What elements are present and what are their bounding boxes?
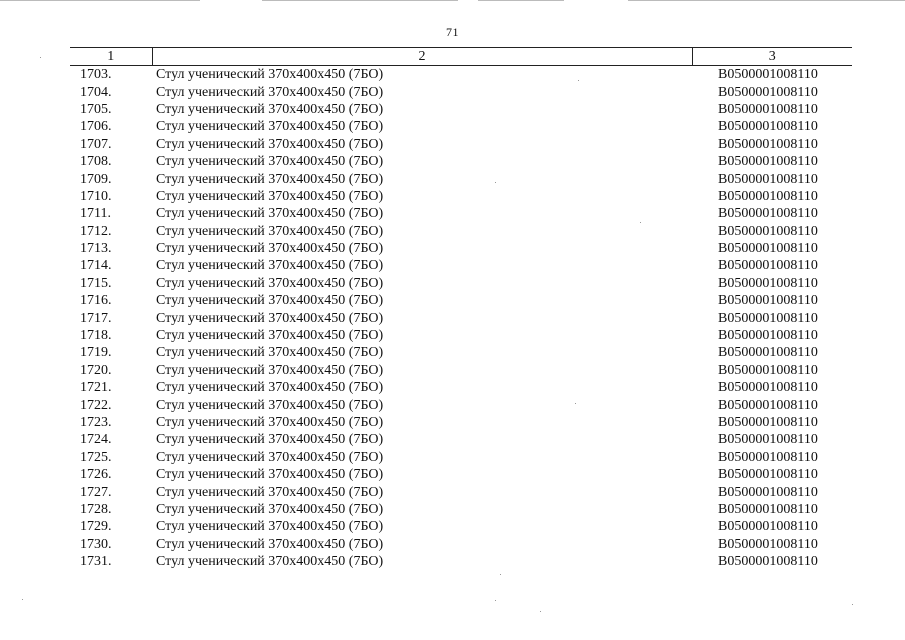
row-number: 1718. xyxy=(80,328,112,344)
item-code: В0500001008110 xyxy=(718,154,818,170)
table-row xyxy=(70,240,852,257)
row-number: 1729. xyxy=(80,519,112,535)
item-name: Стул ученический 370х400х450 (7БО) xyxy=(156,484,384,500)
item-name: Стул ученический 370х400х450 (7БО) xyxy=(156,380,384,396)
item-code: В0500001008110 xyxy=(718,345,818,361)
table-header xyxy=(70,48,852,66)
row-number: 1708. xyxy=(80,154,112,170)
table-row xyxy=(70,327,852,344)
table-row xyxy=(70,101,852,118)
item-name: Стул ученический 370х400х450 (7БО) xyxy=(156,467,384,483)
page-number: 71 xyxy=(446,25,459,39)
header-col-1: 1 xyxy=(70,48,152,66)
row-number: 1719. xyxy=(80,345,112,361)
table-row xyxy=(70,344,852,361)
item-name: Стул ученический 370х400х450 (7БО) xyxy=(156,188,384,204)
item-code: В0500001008110 xyxy=(718,380,818,396)
table-row xyxy=(70,466,852,483)
item-code: В0500001008110 xyxy=(718,223,818,239)
table-body xyxy=(70,66,852,571)
table-row xyxy=(70,275,852,292)
item-name: Стул ученический 370х400х450 (7БО) xyxy=(156,345,384,361)
table-row xyxy=(70,501,852,518)
row-number: 1716. xyxy=(80,293,112,309)
table-row xyxy=(70,431,852,448)
row-number: 1726. xyxy=(80,467,112,483)
item-code: В0500001008110 xyxy=(718,449,818,465)
item-code: В0500001008110 xyxy=(718,136,818,152)
row-number: 1717. xyxy=(80,310,112,326)
scan-speck xyxy=(22,599,23,600)
scan-edge-line xyxy=(0,0,200,1)
item-code: В0500001008110 xyxy=(718,519,818,535)
row-number: 1705. xyxy=(80,101,112,117)
item-name: Стул ученический 370х400х450 (7БО) xyxy=(156,136,384,152)
item-code: В0500001008110 xyxy=(718,241,818,257)
item-name: Стул ученический 370х400х450 (7БО) xyxy=(156,119,384,135)
item-code: В0500001008110 xyxy=(718,188,818,204)
item-code: В0500001008110 xyxy=(718,310,818,326)
header-col-2: 2 xyxy=(152,48,692,66)
table-row xyxy=(70,536,852,553)
row-number: 1715. xyxy=(80,275,112,291)
scan-edge-line xyxy=(628,0,905,1)
item-name: Стул ученический 370х400х450 (7БО) xyxy=(156,293,384,309)
scan-speck xyxy=(500,574,501,575)
item-name: Стул ученический 370х400х450 (7БО) xyxy=(156,67,384,83)
item-code: В0500001008110 xyxy=(718,397,818,413)
item-code: В0500001008110 xyxy=(718,101,818,117)
table-row xyxy=(70,362,852,379)
item-name: Стул ученический 370х400х450 (7БО) xyxy=(156,206,384,222)
table-row xyxy=(70,292,852,309)
row-number: 1706. xyxy=(80,119,112,135)
item-name: Стул ученический 370х400х450 (7БО) xyxy=(156,241,384,257)
row-number: 1731. xyxy=(80,554,112,570)
item-name: Стул ученический 370х400х450 (7БО) xyxy=(156,397,384,413)
table-row xyxy=(70,118,852,135)
item-code: В0500001008110 xyxy=(718,275,818,291)
row-number: 1730. xyxy=(80,536,112,552)
item-name: Стул ученический 370х400х450 (7БО) xyxy=(156,415,384,430)
item-name: Стул ученический 370х400х450 (7БО) xyxy=(156,554,384,570)
item-name: Стул ученический 370х400х450 (7БО) xyxy=(156,432,384,448)
item-code: В0500001008110 xyxy=(718,432,818,448)
item-name: Стул ученический 370х400х450 (7БО) xyxy=(156,171,384,187)
row-number: 1725. xyxy=(80,449,112,465)
table-row xyxy=(70,66,852,84)
table-row xyxy=(70,518,852,535)
item-name: Стул ученический 370х400х450 (7БО) xyxy=(156,449,384,465)
item-code: В0500001008110 xyxy=(718,206,818,222)
scan-speck xyxy=(540,611,541,612)
row-number: 1703. xyxy=(80,67,112,83)
item-code: В0500001008110 xyxy=(718,84,818,100)
item-name: Стул ученический 370х400х450 (7БО) xyxy=(156,275,384,291)
item-code: В0500001008110 xyxy=(718,258,818,274)
item-name: Стул ученический 370х400х450 (7БО) xyxy=(156,84,384,100)
item-code: В0500001008110 xyxy=(718,119,818,135)
scan-speck xyxy=(852,604,853,605)
row-number: 1713. xyxy=(80,241,112,257)
header-col-3: 3 xyxy=(692,48,852,66)
table-row xyxy=(70,223,852,240)
table-row xyxy=(70,153,852,170)
table-row xyxy=(70,257,852,274)
item-code: В0500001008110 xyxy=(718,328,818,344)
row-number: 1709. xyxy=(80,171,112,187)
row-number: 1724. xyxy=(80,432,112,448)
item-code: В0500001008110 xyxy=(718,501,818,517)
table-row xyxy=(70,136,852,153)
item-name: Стул ученический 370х400х450 (7БО) xyxy=(156,362,384,378)
item-code: В0500001008110 xyxy=(718,171,818,187)
table-row xyxy=(70,170,852,187)
item-name: Стул ученический 370х400х450 (7БО) xyxy=(156,536,384,552)
table-row xyxy=(70,396,852,413)
row-number: 1712. xyxy=(80,223,112,239)
row-number: 1707. xyxy=(80,136,112,152)
table-row xyxy=(70,309,852,326)
item-name: Стул ученический 370х400х450 (7БО) xyxy=(156,501,384,517)
row-number: 1728. xyxy=(80,501,112,517)
row-number: 1721. xyxy=(80,380,112,396)
table-row xyxy=(70,205,852,222)
row-number: 1727. xyxy=(80,484,112,500)
scan-speck xyxy=(40,57,41,58)
item-code: В0500001008110 xyxy=(718,484,818,500)
table-row xyxy=(70,414,852,431)
table-row xyxy=(70,188,852,205)
row-number: 1704. xyxy=(80,84,112,100)
table-row xyxy=(70,379,852,396)
item-code: В0500001008110 xyxy=(718,415,818,430)
item-name: Стул ученический 370х400х450 (7БО) xyxy=(156,101,384,117)
scan-edge-line xyxy=(262,0,458,1)
scan-speck xyxy=(495,600,496,601)
item-name: Стул ученический 370х400х450 (7БО) xyxy=(156,519,384,535)
table-row xyxy=(70,483,852,500)
inventory-table xyxy=(70,47,852,570)
item-code: В0500001008110 xyxy=(718,293,818,309)
item-code: В0500001008110 xyxy=(718,467,818,483)
item-name: Стул ученический 370х400х450 (7БО) xyxy=(156,258,384,274)
header-row xyxy=(70,48,852,66)
item-name: Стул ученический 370х400х450 (7БО) xyxy=(156,328,384,344)
row-number: 1722. xyxy=(80,397,112,413)
row-number: 1710. xyxy=(80,188,112,204)
table-row xyxy=(70,449,852,466)
item-name: Стул ученический 370х400х450 (7БО) xyxy=(156,154,384,170)
item-code: В0500001008110 xyxy=(718,67,818,83)
item-code: В0500001008110 xyxy=(718,536,818,552)
item-code: В0500001008110 xyxy=(718,362,818,378)
row-number: 1720. xyxy=(80,362,112,378)
item-name: Стул ученический 370х400х450 (7БО) xyxy=(156,223,384,239)
row-number: 1711. xyxy=(80,206,111,222)
item-name: Стул ученический 370х400х450 (7БО) xyxy=(156,310,384,326)
item-code: В0500001008110 xyxy=(718,554,818,570)
row-number: 1714. xyxy=(80,258,112,274)
row-number: 1723. xyxy=(80,415,112,430)
table-row xyxy=(70,553,852,570)
table-row xyxy=(70,83,852,100)
scan-edge-line xyxy=(478,0,564,1)
